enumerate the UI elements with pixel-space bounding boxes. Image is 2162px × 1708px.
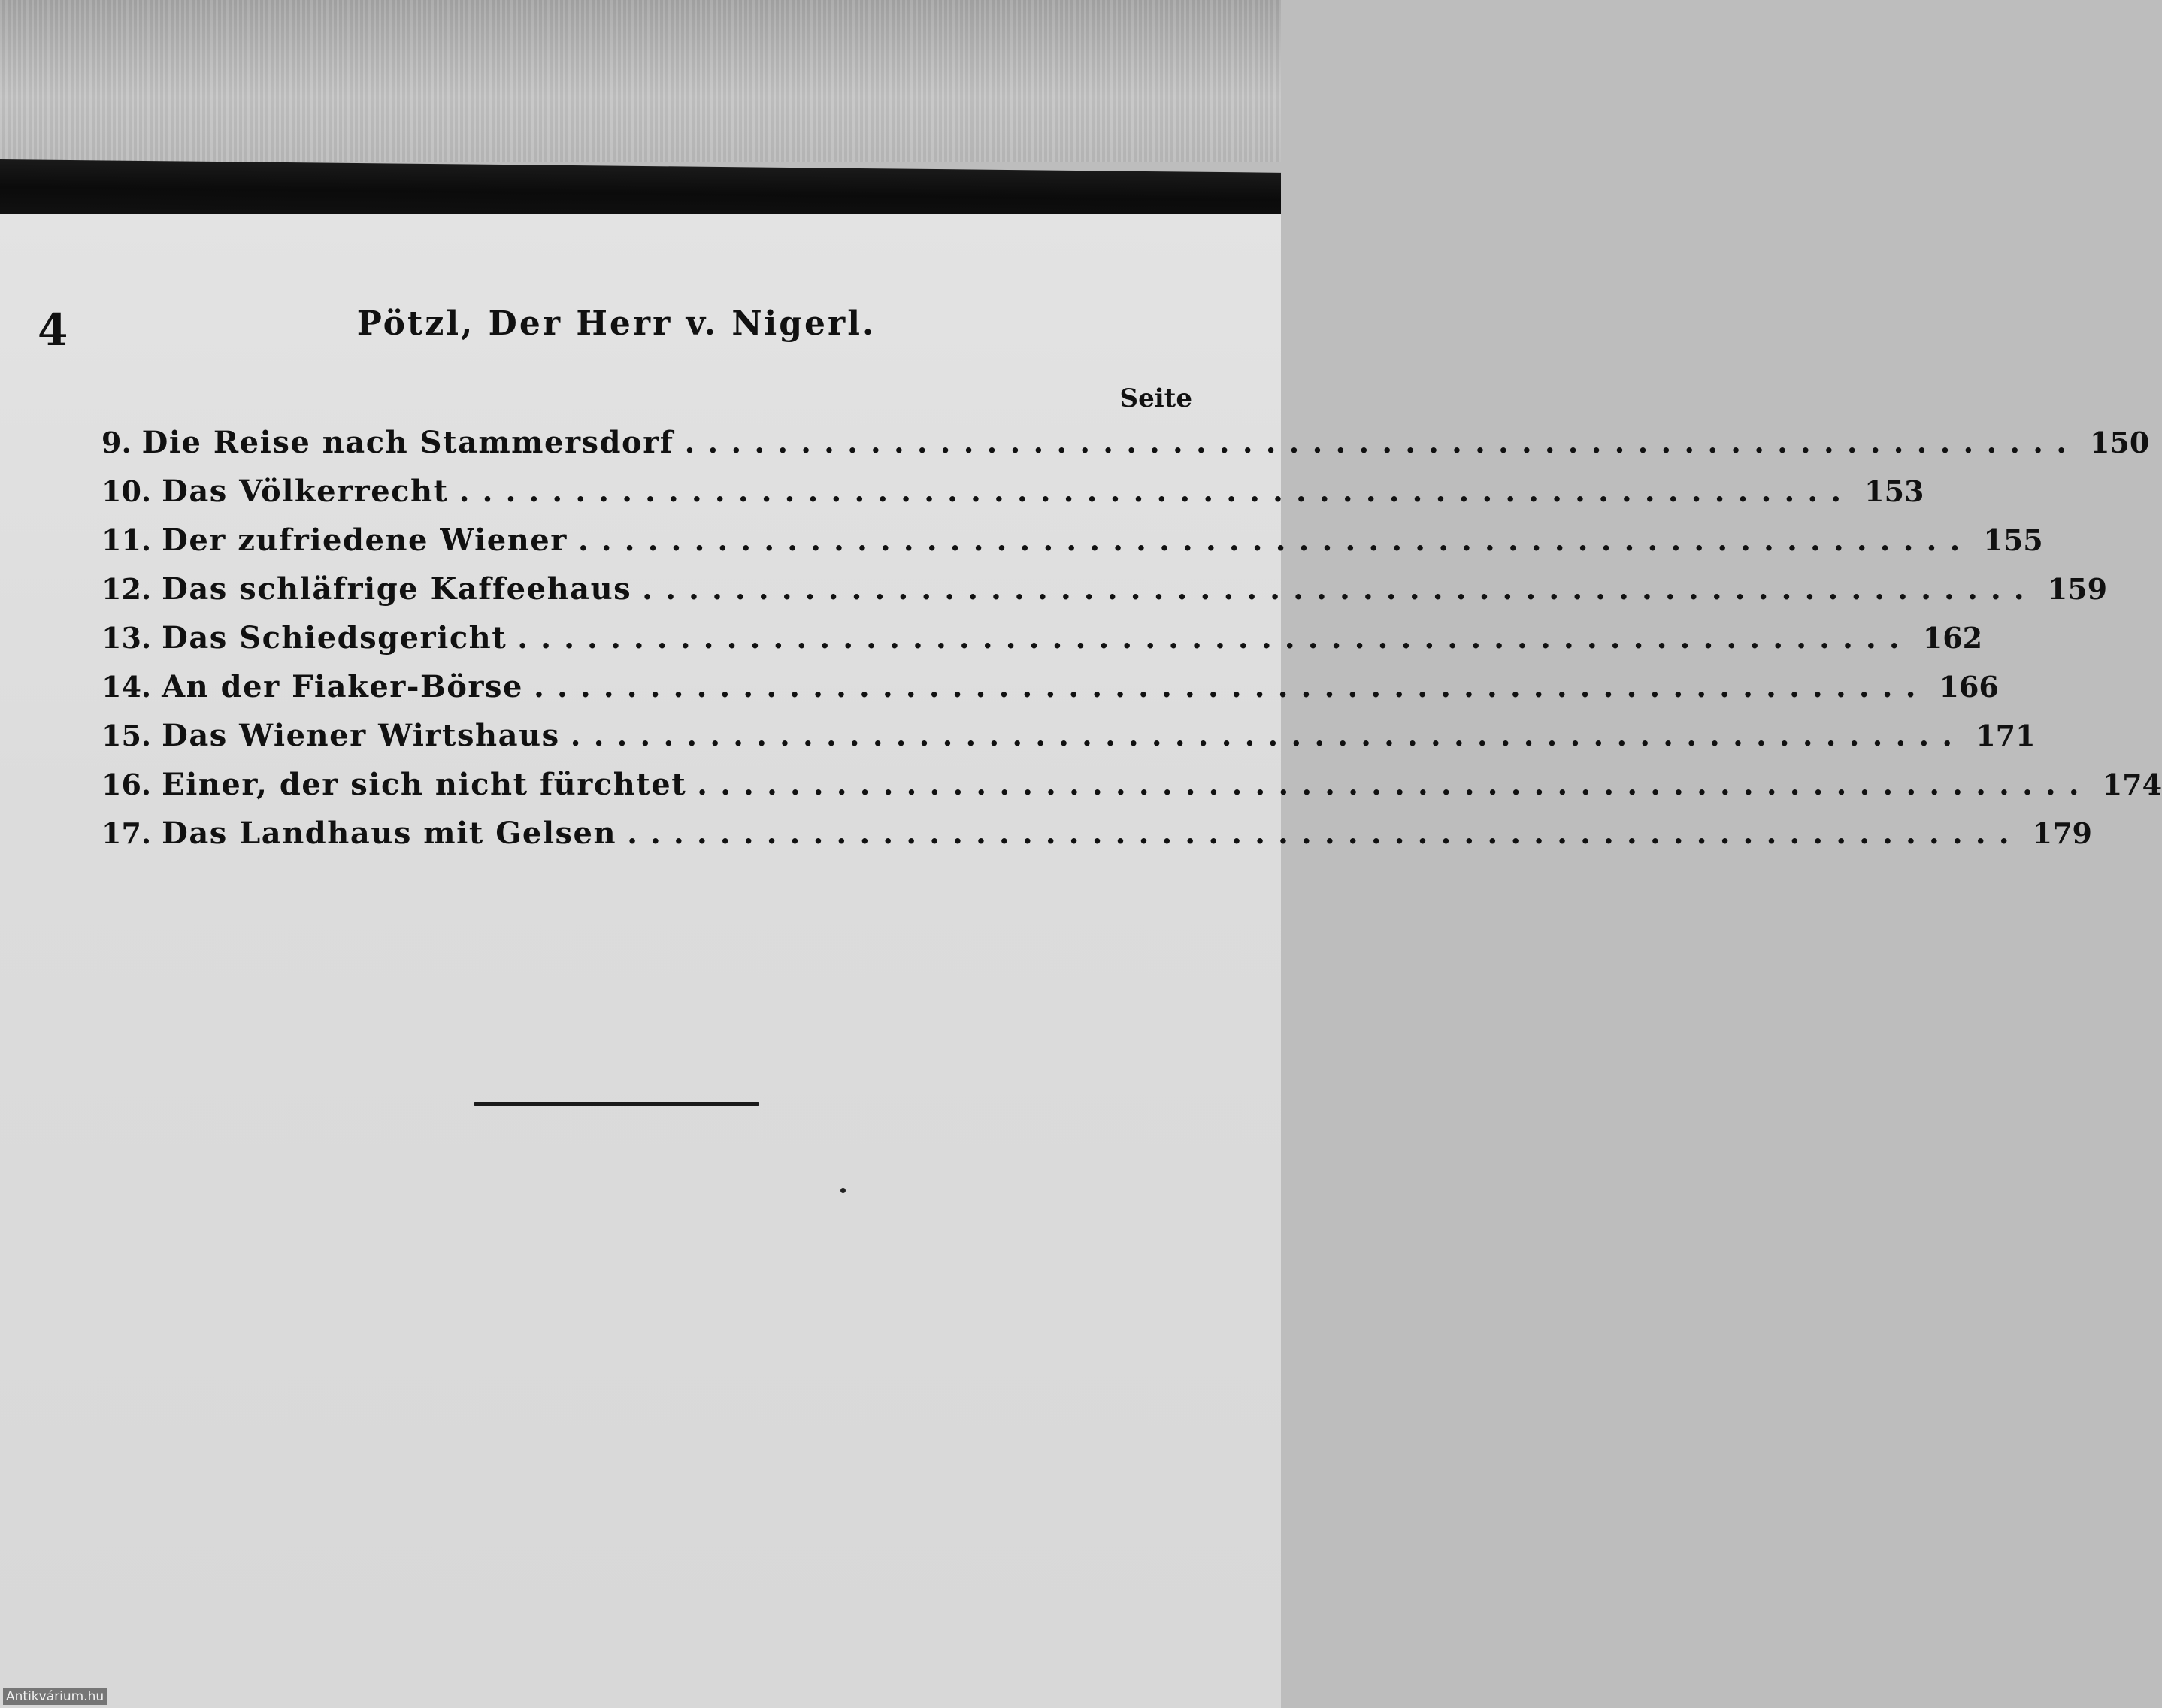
dot-leader: ............................................................	[684, 425, 2080, 460]
print-speck	[840, 1188, 846, 1193]
toc-entry	[101, 425, 2150, 474]
toc-entry-title: Das Landhaus mit Gelsen	[162, 816, 617, 851]
toc-entry-title: An der Fiaker-Börse	[162, 669, 523, 704]
toc-entry-title: Das Schiedsgericht	[162, 620, 507, 656]
toc-entry-page: 153	[1864, 474, 1924, 508]
table-of-contents	[101, 425, 2162, 865]
toc-entry	[101, 767, 2162, 816]
toc-entry	[101, 474, 1924, 522]
toc-entry-number: 13.	[101, 621, 152, 655]
toc-entry	[101, 669, 1999, 718]
running-title: Pötzl, Der Herr v. Nigerl.	[356, 304, 877, 343]
toc-entry-title: Der zufriedene Wiener	[162, 522, 568, 558]
dot-leader: ............................................................	[577, 522, 1973, 558]
toc-entry-page: 179	[2032, 816, 2092, 850]
dot-leader: ............................................................	[697, 767, 2092, 802]
toc-entry-number: 14.	[101, 670, 152, 704]
toc-entry-title: Das schläfrige Kaffeehaus	[162, 571, 632, 607]
dot-leader: ............................................................	[570, 718, 1966, 753]
toc-entry-page: 150	[2090, 425, 2150, 459]
toc-entry-number: 17.	[101, 816, 152, 850]
toc-entry-title: Die Reise nach Stammersdorf	[141, 425, 674, 460]
toc-entry-page: 162	[1922, 621, 1983, 655]
toc-entry-page: 155	[1983, 523, 2043, 557]
toc-entry	[101, 571, 2108, 620]
background-surface	[0, 0, 1281, 162]
page-number: 4	[38, 304, 68, 356]
toc-entry-page: 159	[2047, 572, 2108, 606]
toc-entry-title: Einer, der sich nicht fürchtet	[162, 767, 687, 802]
toc-entry-number: 11.	[101, 523, 152, 557]
toc-entry-number: 10.	[101, 474, 152, 508]
page-column-label: Seite	[1119, 383, 1192, 413]
toc-entry	[101, 620, 1983, 669]
section-divider	[474, 1102, 759, 1106]
toc-entry-number: 12.	[101, 572, 152, 606]
toc-entry-title: Das Völkerrecht	[162, 474, 449, 509]
toc-entry	[101, 718, 2036, 767]
dot-leader: ............................................................	[459, 474, 1855, 509]
toc-entry-page: 174	[2102, 768, 2162, 801]
toc-entry-number: 9.	[101, 425, 132, 459]
toc-entry	[101, 522, 2043, 571]
dot-leader: ............................................................	[642, 571, 2037, 607]
dot-leader: ............................................................	[627, 816, 2022, 851]
toc-entry-page: 171	[1976, 719, 2036, 753]
toc-entry-page: 166	[1939, 670, 1999, 704]
dot-leader: ............................................................	[517, 620, 1912, 656]
toc-entry-title: Das Wiener Wirtshaus	[162, 718, 560, 753]
toc-entry-number: 16.	[101, 768, 152, 801]
dot-leader: ............................................................	[533, 669, 1929, 704]
toc-entry	[101, 816, 2092, 865]
site-watermark: Antikvárium.hu	[3, 1688, 107, 1705]
toc-entry-number: 15.	[101, 719, 152, 753]
